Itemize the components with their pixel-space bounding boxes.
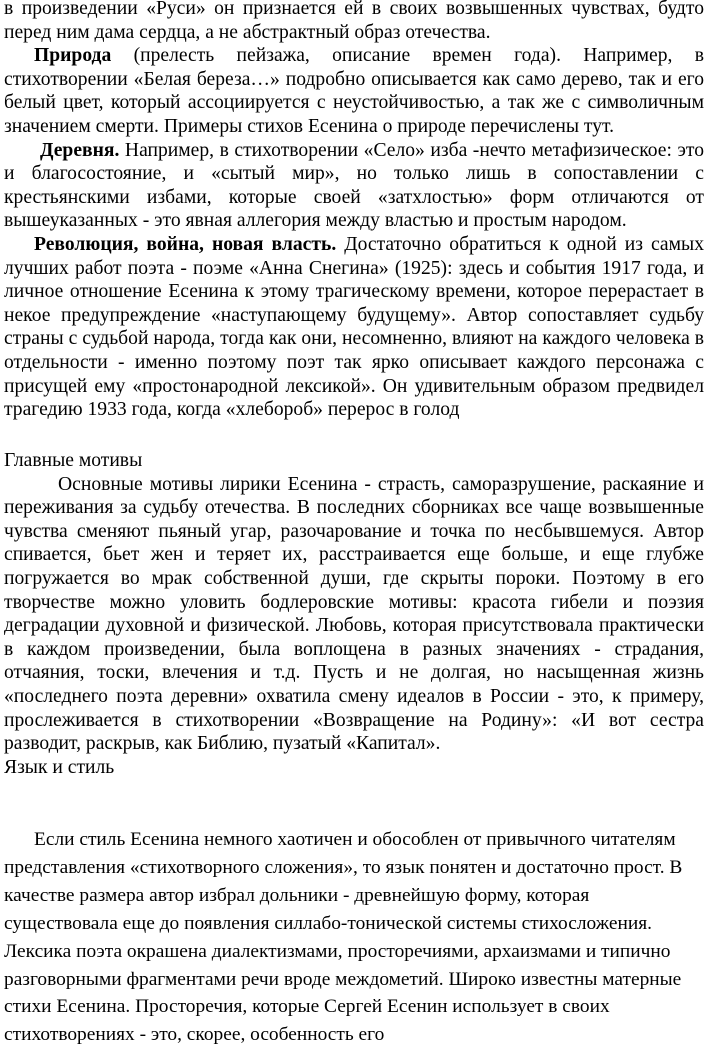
paragraph-motifs: Основные мотивы лирики Есенина - страсть, саморазрушение, раскаяние и переживания за судьбу отечества. В последних сборниках все чаще возвышенные чувства сменяют пьяный угар, разочарование и точка по несбывшемуся. Автор спивается, бьет жен и теряет их, расстраивается еще больше, и еще глубже погружается во мрак собственной души, где скрыты пороки. Поэтому в его творчестве можно уловить бодлеровские мотивы: красота гибели и поэзия деградации духовной и физической. Любовь, которая присутствовала практически в каждом произведении, была воплощена в разных значениях - страдания, отчаяния, тоски, влечения и т.д. Пусть и не долгая, но насыщенная жизнь «последнего поэта деревни» охватила смену идеалов в России - это, к примеру, прослеживается в стихотворении «Возвращение на Родину»: «И вот сестра разводит, раскрыв, как Библию, пузатый «Капитал». [4,473,704,755]
paragraph-intro: в произведении «Руси» он признается ей в своих возвышенных чувствах, будто перед ним дама сердца, а не абстрактный образ отечества. [4,0,704,43]
text-village: Например, в стихотворении «Село» изба -нечто метафизическое: это и благосостояние, и «сытый мир», но только лишь в сопоставлении с крестьянскими избами, которые своей «затхлостью» форм отличаются от вышеуказанных - это явная аллегория между властью и простым народом. [4,139,704,232]
term-revolution: Революция, война, новая власть. [34,233,337,255]
paragraph-revolution [4,233,704,422]
term-village: Деревня. [40,139,120,161]
paragraph-style: Если стиль Есенина немного хаотичен и обособлен от привычного читателям представления «стихотворного сложения», то язык понятен и достаточно прост. В качестве размера автор избрал дольники - древнейшую форму, которая существовала еще до появления силлабо-тонической системы стихосложения. Лексика поэта окрашена диалектизмами, просторечиями, архаизмами и типично разговорными фрагментами речи вроде междометий. Широко известны матерные стихи Есенина. Просторечия, которые Сергей Есенин использует в своих стихотворениях - это, скорее, особенность его [4,829,683,1046]
heading-main-motifs: Главные мотивы [4,450,143,471]
text-block-motifs [4,449,704,779]
heading-language-style: Язык и стиль [4,756,115,778]
text-nature: (прелесть пейзажа, описание времен года). Например, в стихотворении «Белая береза…» подробно описывается как само дерево, так и его белый цвет, который ассоциируется с неустойчивостью, а так же с символичным значением смерти. Примеры стихов Есенина о природе перечислены тут. [4,45,704,137]
term-nature: Природа [34,45,112,67]
text-block-themes [4,0,704,422]
paragraph-nature [4,44,704,138]
text-revolution: Достаточно обратиться к одной из самых лучших работ поэта - поэме «Анна Снегина» (1925): здесь и события 1917 года, и личное отношение Есенина к этому трагическому времени, которое перерастает в некое предупреждение «наступающему будущему». Автор сопоставляет судьбу страны с судьбой народа, тогда как они, несомненно, влияют на каждого человека в отдельности - именно поэтому поэт так ярко описывает каждого персонажа с присущей ему «простонародной лексикой». Он удивительным образом предвидел трагедию 1933 года, когда «хлебороб» перерос в голод [4,233,704,421]
text-block-style [4,826,684,1049]
paragraph-village [4,139,704,233]
